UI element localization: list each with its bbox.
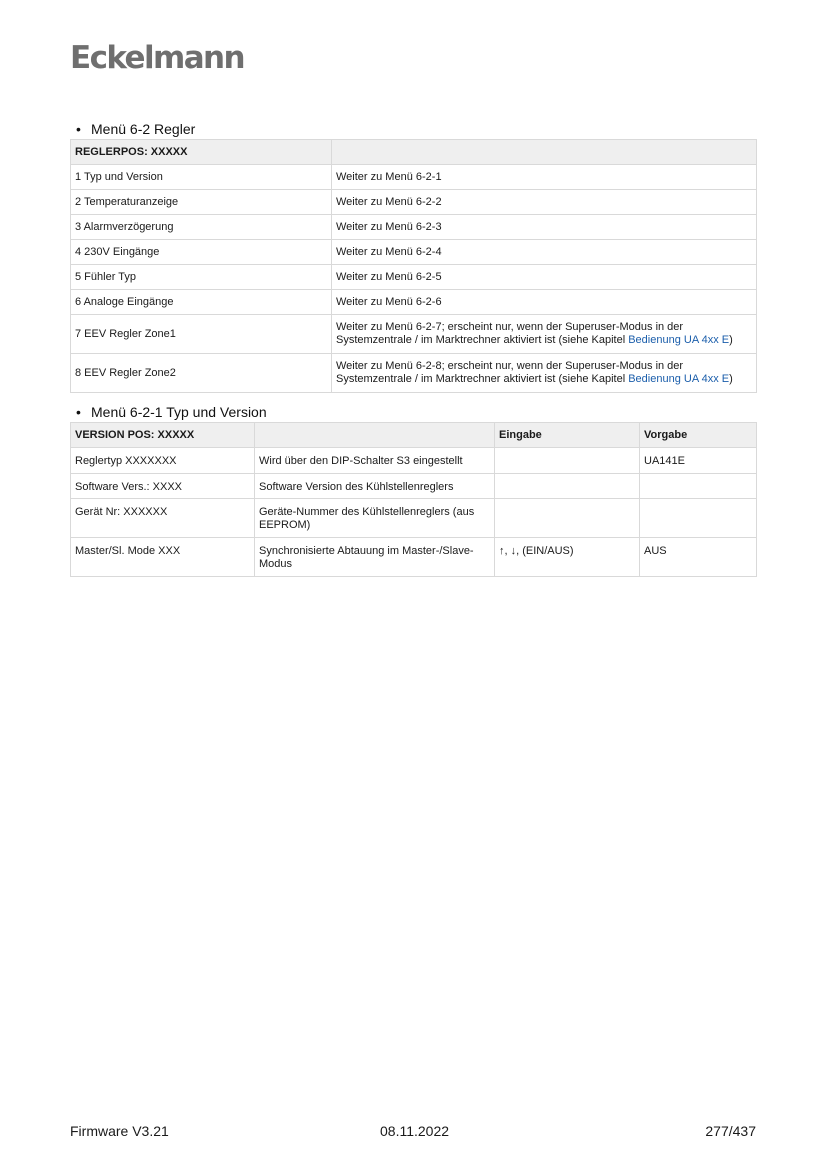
param-cell: Reglertyp XXXXXXX	[71, 448, 255, 474]
row-label: 8 EEV Regler Zone2	[71, 354, 332, 393]
table-row	[71, 499, 757, 538]
table-header-row	[71, 140, 757, 165]
input-cell	[495, 448, 640, 474]
table-row	[71, 448, 757, 474]
row-desc: Weiter zu Menü 6-2-5	[332, 265, 757, 290]
header-cell	[332, 140, 757, 165]
default-cell: AUS	[640, 538, 757, 577]
section-heading-menu-6-2-1	[76, 404, 267, 420]
input-cell	[495, 474, 640, 499]
table-row	[71, 315, 757, 354]
row-label: 3 Alarmverzögerung	[71, 215, 332, 240]
desc-text-end: )	[729, 334, 733, 346]
desc-text-end: )	[729, 373, 733, 385]
table-row	[71, 265, 757, 290]
footer-firmware: Firmware V3.21	[70, 1123, 169, 1139]
bullet-icon: •	[76, 404, 81, 420]
input-cell	[495, 499, 640, 538]
table-header-row	[71, 423, 757, 448]
chapter-link[interactable]: Bedienung UA 4xx E	[628, 334, 730, 346]
row-desc: Weiter zu Menü 6-2-6	[332, 290, 757, 315]
row-desc: Weiter zu Menü 6-2-2	[332, 190, 757, 215]
header-cell	[255, 423, 495, 448]
eckelmann-logo: Eckelmann	[70, 40, 244, 76]
input-cell: ↑, ↓, (EIN/AUS)	[495, 538, 640, 577]
default-cell	[640, 499, 757, 538]
section-heading-text: Menü 6-2 Regler	[91, 121, 196, 137]
table-row	[71, 240, 757, 265]
table-row	[71, 165, 757, 190]
footer-page-number: 277/437	[705, 1123, 756, 1139]
row-label: 7 EEV Regler Zone1	[71, 315, 332, 354]
footer-date: 08.11.2022	[380, 1123, 450, 1139]
row-label: 4 230V Eingänge	[71, 240, 332, 265]
default-cell: UA141E	[640, 448, 757, 474]
desc-cell: Software Version des Kühlstellenreglers	[255, 474, 495, 499]
row-label: 5 Fühler Typ	[71, 265, 332, 290]
row-desc: Weiter zu Menü 6-2-1	[332, 165, 757, 190]
table-row	[71, 290, 757, 315]
desc-cell: Wird über den DIP-Schalter S3 eingestellt	[255, 448, 495, 474]
header-cell: VERSION POS: XXXXX	[71, 423, 255, 448]
table-row	[71, 474, 757, 499]
desc-cell: Synchronisierte Abtauung im Master-/Slave-Modus	[255, 538, 495, 577]
row-desc: Weiter zu Menü 6-2-4	[332, 240, 757, 265]
table-menu-6-2-1	[70, 422, 757, 577]
header-cell: Vorgabe	[640, 423, 757, 448]
header-cell: REGLERPOS: XXXXX	[71, 140, 332, 165]
param-cell: Gerät Nr: XXXXXX	[71, 499, 255, 538]
row-label: 6 Analoge Eingänge	[71, 290, 332, 315]
row-desc	[332, 315, 757, 354]
table-menu-6-2	[70, 139, 757, 393]
desc-cell: Geräte-Nummer des Kühlstellenreglers (aus EEPROM)	[255, 499, 495, 538]
table-row	[71, 190, 757, 215]
default-cell	[640, 474, 757, 499]
table-row	[71, 538, 757, 577]
chapter-link[interactable]: Bedienung UA 4xx E	[628, 373, 730, 385]
bullet-icon: •	[76, 121, 81, 137]
desc-text: Weiter zu Menü 6-2-7; erscheint nur, wenn der Superuser-Modus in der Systemzentrale / im Marktrechner aktiviert ist (siehe Kapitel	[336, 321, 684, 346]
param-cell: Software Vers.: XXXX	[71, 474, 255, 499]
row-label: 2 Temperaturanzeige	[71, 190, 332, 215]
table-row	[71, 215, 757, 240]
table-row	[71, 354, 757, 393]
row-desc	[332, 354, 757, 393]
row-desc: Weiter zu Menü 6-2-3	[332, 215, 757, 240]
desc-text: Weiter zu Menü 6-2-8; erscheint nur, wenn der Superuser-Modus in der Systemzentrale / im Marktrechner aktiviert ist (siehe Kapitel	[336, 360, 684, 385]
header-cell: Eingabe	[495, 423, 640, 448]
section-heading-menu-6-2	[76, 121, 195, 137]
section-heading-text: Menü 6-2-1 Typ und Version	[91, 404, 267, 420]
row-label: 1 Typ und Version	[71, 165, 332, 190]
param-cell: Master/Sl. Mode XXX	[71, 538, 255, 577]
